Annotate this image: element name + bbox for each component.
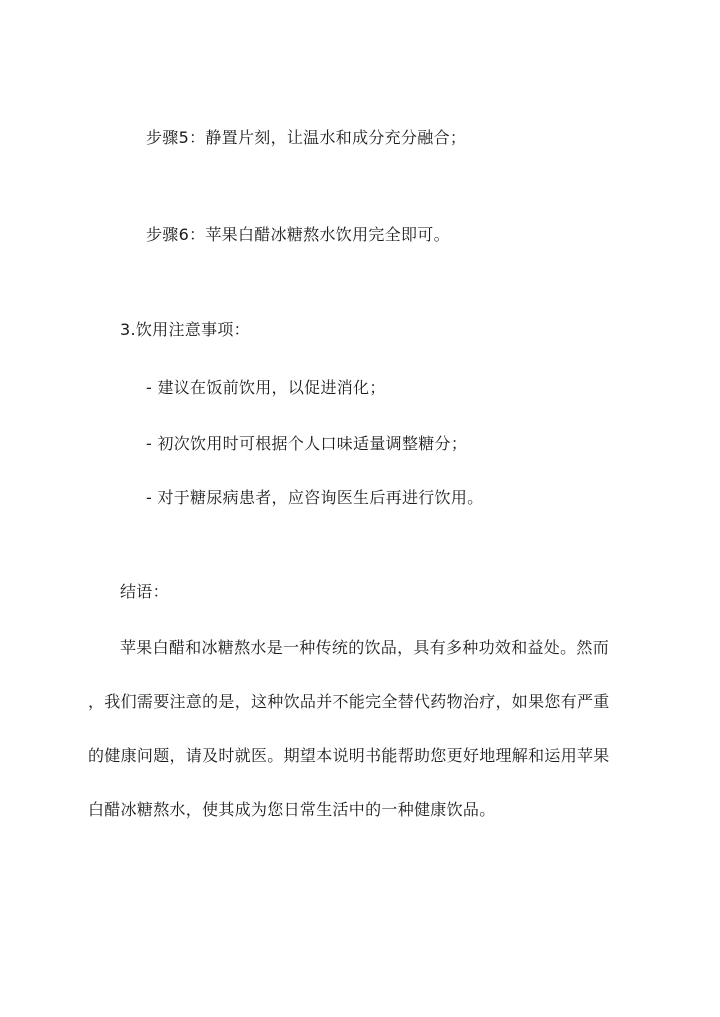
- conclusion-line: 的健康问题，请及时就医。期望本说明书能帮助您更好地理解和运用苹果: [88, 746, 610, 765]
- conclusion-line: 苹果白醋和冰糖熬水是一种传统的饮品，具有多种功效和益处。然而: [120, 638, 610, 657]
- precaution-item: - 对于糖尿病患者，应咨询医生后再进行饮用。: [146, 488, 484, 507]
- step-6-text: 步骤6：苹果白醋冰糖熬水饮用完全即可。: [146, 225, 450, 244]
- precautions-heading: 3.饮用注意事项：: [120, 320, 250, 339]
- precaution-item: - 建议在饭前饮用，以促进消化；: [146, 378, 386, 397]
- conclusion-heading: 结语：: [120, 582, 169, 601]
- precaution-item: - 初次饮用时可根据个人口味适量调整糖分；: [146, 434, 468, 453]
- conclusion-line: 白醋冰糖熬水，使其成为您日常生活中的一种健康饮品。: [88, 800, 496, 819]
- step-5-text: 步骤5：静置片刻，让温水和成分充分融合；: [146, 128, 467, 147]
- conclusion-line: ，我们需要注意的是，这种饮品并不能完全替代药物治疗，如果您有严重: [88, 692, 610, 711]
